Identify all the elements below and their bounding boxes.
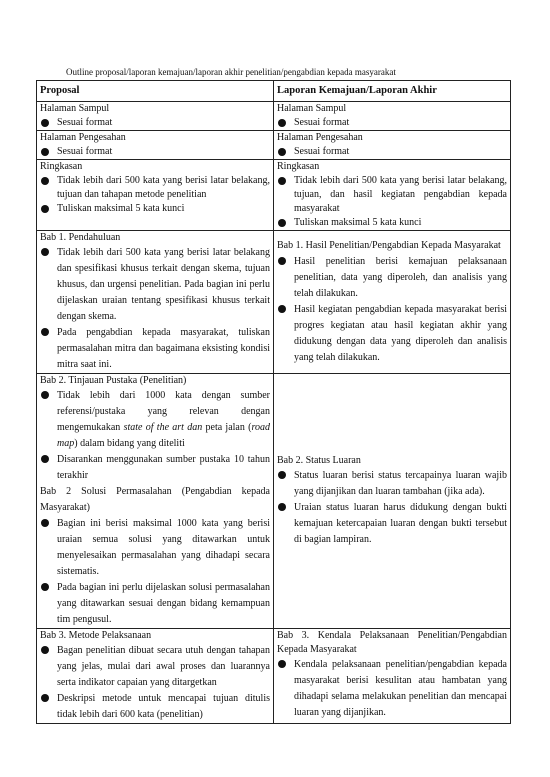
bullet-item: Tidak lebih dari 500 kata yang berisi latar belakang, tujuan, dan hasil kegiatan pengabdian kepada masyarakat	[277, 174, 507, 216]
bullet-item: Bagan penelitian dibuat secara utuh dengan tahapan yang jelas, mulai dari awal proses dan luarannya serta indikator capaian yang ditargetkan	[40, 643, 270, 691]
bullet-icon	[41, 519, 49, 527]
bullet-item: Sesuai format	[40, 145, 270, 159]
bullet-icon	[278, 660, 286, 668]
bullet-item: Disarankan menggunakan sumber pustaka 10 tahun terakhir	[40, 452, 270, 484]
bullet-icon	[41, 177, 49, 185]
cell-proposal-sampul	[37, 102, 274, 131]
bullet-item: Tuliskan maksimal 5 kata kunci	[40, 202, 270, 216]
bullet-item: Deskripsi metode untuk mencapai tujuan ditulis tidak lebih dari 600 kata (penelitian)	[40, 691, 270, 723]
bullet-icon	[278, 177, 286, 185]
bullet-icon	[278, 119, 286, 127]
bullet-item: Hasil kegiatan pengabdian kepada masyarakat berisi progres kegiatan atau hasil kegiatan akhir yang didukung dengan data yang diperoleh dan analisis yang telah dilakukan.	[277, 302, 507, 366]
header-row	[37, 81, 511, 102]
table-row	[37, 231, 511, 374]
bullet-item: Tidak lebih dari 500 kata yang berisi latar belakang dan spesifikasi khusus terkait dengan skema, tujuan khusus, dan urgensi penelitian. Pada bagian ini perlu dijelaskan uraian tentang spesifikasi khusus terkait dengan skema.	[40, 245, 270, 325]
section-title: Bab 2. Tinjauan Pustaka (Penelitian)	[40, 375, 187, 386]
table-caption: Outline proposal/laporan kemajuan/laporan akhir penelitian/pengabdian kepada masyarakat	[66, 67, 396, 77]
section-title: Halaman Pengesahan	[40, 132, 126, 143]
bullet-item: Hasil penelitian berisi kemajuan pelaksanaan penelitian, data yang diperoleh, dan analisis yang telah dilakukan.	[277, 254, 507, 302]
section-title: Halaman Sampul	[40, 103, 110, 114]
bullet-icon	[41, 328, 49, 336]
cell-laporan-sampul	[274, 102, 511, 131]
section-title: Ringkasan	[40, 161, 83, 172]
bullet-icon	[41, 248, 49, 256]
header-proposal: Proposal	[37, 81, 274, 102]
table-row	[37, 629, 511, 724]
table-row	[37, 160, 511, 231]
bullet-icon	[278, 257, 286, 265]
bullet-icon	[278, 471, 286, 479]
section-title: Bab 2 Solusi Permasalahan (Pengabdian kepada Masyarakat)	[40, 486, 270, 513]
bullet-item: Status luaran berisi status tercapainya luaran wajib yang dijanjikan dan luaran tambahan (jika ada).	[277, 468, 507, 500]
cell-proposal-bab2	[37, 374, 274, 629]
section-title: Bab 2. Status Luaran	[277, 455, 361, 466]
cell-proposal-bab1	[37, 231, 274, 374]
cell-laporan-bab3	[274, 629, 511, 724]
bullet-item: Sesuai format	[40, 116, 270, 130]
bullet-item: Uraian status luaran harus didukung dengan bukti kemajuan ketercapaian luaran dengan bukti tersebut di bagian lampiran.	[277, 500, 507, 548]
section-title: Ringkasan	[277, 161, 320, 172]
bullet-item: Kendala pelaksanaan penelitian/pengabdian kepada masyarakat berisi kesulitan atau hambatan yang dihadapi selama melakukan penelitian dan mencapai luaran yang dijanjikan.	[277, 657, 507, 721]
bullet-icon	[278, 148, 286, 156]
bullet-icon	[41, 646, 49, 654]
cell-laporan-ringkasan	[274, 160, 511, 231]
bullet-icon	[41, 583, 49, 591]
cell-proposal-ringkasan	[37, 160, 274, 231]
bullet-item: Sesuai format	[277, 116, 507, 130]
bullet-icon	[41, 694, 49, 702]
section-title: Halaman Pengesahan	[277, 132, 363, 143]
outline-table	[36, 80, 511, 724]
bullet-item: Sesuai format	[277, 145, 507, 159]
section-title: Bab 3. Metode Pelaksanaan	[40, 630, 152, 641]
header-laporan: Laporan Kemajuan/Laporan Akhir	[274, 81, 511, 102]
bullet-item: Tidak lebih dari 500 kata yang berisi latar belakang, tujuan dan tahapan metode penelitian	[40, 174, 270, 202]
bullet-item: Pada pengabdian kepada masyarakat, tuliskan permasalahan mitra dan bagaimana eksisting kondisi mitra saat ini.	[40, 325, 270, 373]
bullet-item: Tidak lebih dari 1000 kata dengan sumber referensi/pustaka yang relevan dengan mengemukakan state of the art dan peta jalan (road map) dalam bidang yang diteliti	[40, 388, 270, 452]
table-row	[37, 131, 511, 160]
bullet-item: Tuliskan maksimal 5 kata kunci	[277, 216, 507, 230]
table-row	[37, 102, 511, 131]
bullet-icon	[41, 119, 49, 127]
bullet-icon	[278, 219, 286, 227]
cell-proposal-pengesahan	[37, 131, 274, 160]
cell-laporan-bab2	[274, 374, 511, 629]
bullet-icon	[278, 503, 286, 511]
section-title: Bab 3. Kendala Pelaksanaan Penelitian/Pengabdian Kepada Masyarakat	[277, 630, 507, 655]
bullet-icon	[41, 148, 49, 156]
section-title: Bab 1. Hasil Penelitian/Pengabdian Kepada Masyarakat	[277, 240, 501, 251]
bullet-item: Pada bagian ini perlu dijelaskan solusi permasalahan yang ditawarkan sesuai dengan bidang kemampuan tim pengusul.	[40, 580, 270, 628]
section-title: Halaman Sampul	[277, 103, 347, 114]
bullet-item: Bagian ini berisi maksimal 1000 kata yang berisi uraian semua solusi yang ditawarkan untuk menyelesaikan permasalahan yang dihadapi secara sistematis.	[40, 516, 270, 580]
bullet-icon	[41, 391, 49, 399]
table-row	[37, 374, 511, 629]
section-title: Bab 1. Pendahuluan	[40, 232, 121, 243]
cell-laporan-bab1	[274, 231, 511, 374]
bullet-icon	[278, 305, 286, 313]
bullet-icon	[41, 455, 49, 463]
bullet-icon	[41, 205, 49, 213]
cell-laporan-pengesahan	[274, 131, 511, 160]
cell-proposal-bab3	[37, 629, 274, 724]
